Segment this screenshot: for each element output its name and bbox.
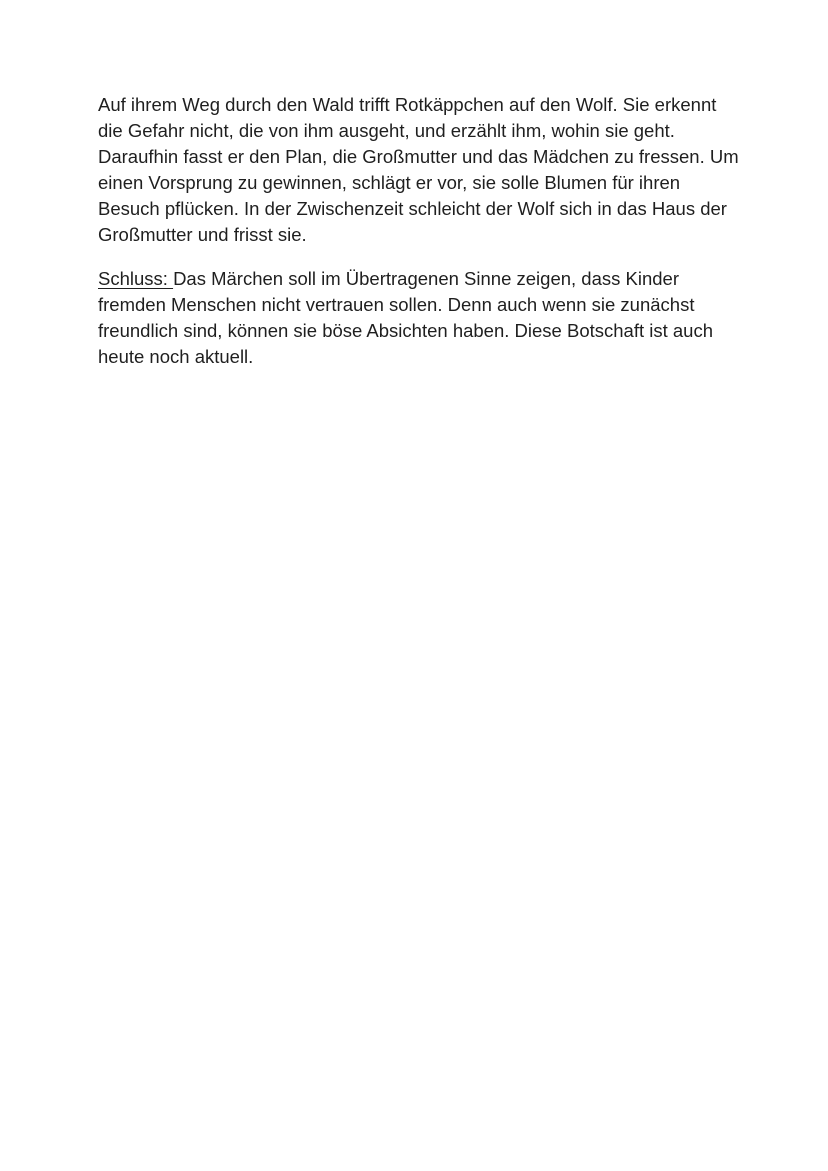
story-paragraph: Auf ihrem Weg durch den Wald trifft Rotkäppchen auf den Wolf. Sie erkennt die Gefahr nicht, die von ihm ausgeht, und erzählt ihm, wohin sie geht. Daraufhin fasst er den Plan, die Großmutter und das Mädchen zu fressen. Um einen Vorsprung zu gewinnen, schlägt er vor, sie solle Blumen für ihren Besuch pflücken. In der Zwischenzeit schleicht der Wolf sich in das Haus der Großmutter und frisst sie.: [98, 94, 739, 245]
conclusion-label: Schluss:: [98, 268, 174, 289]
conclusion-paragraph: [98, 266, 742, 370]
conclusion-text: Das Märchen soll im Übertragenen Sinne zeigen, dass Kinder fremden Menschen nicht vertrauen sollen. Denn auch wenn sie zunächst freundlich sind, können sie böse Absichten haben. Diese Botschaft ist auch heute noch aktuell.: [98, 268, 713, 367]
text-block: [98, 92, 742, 388]
